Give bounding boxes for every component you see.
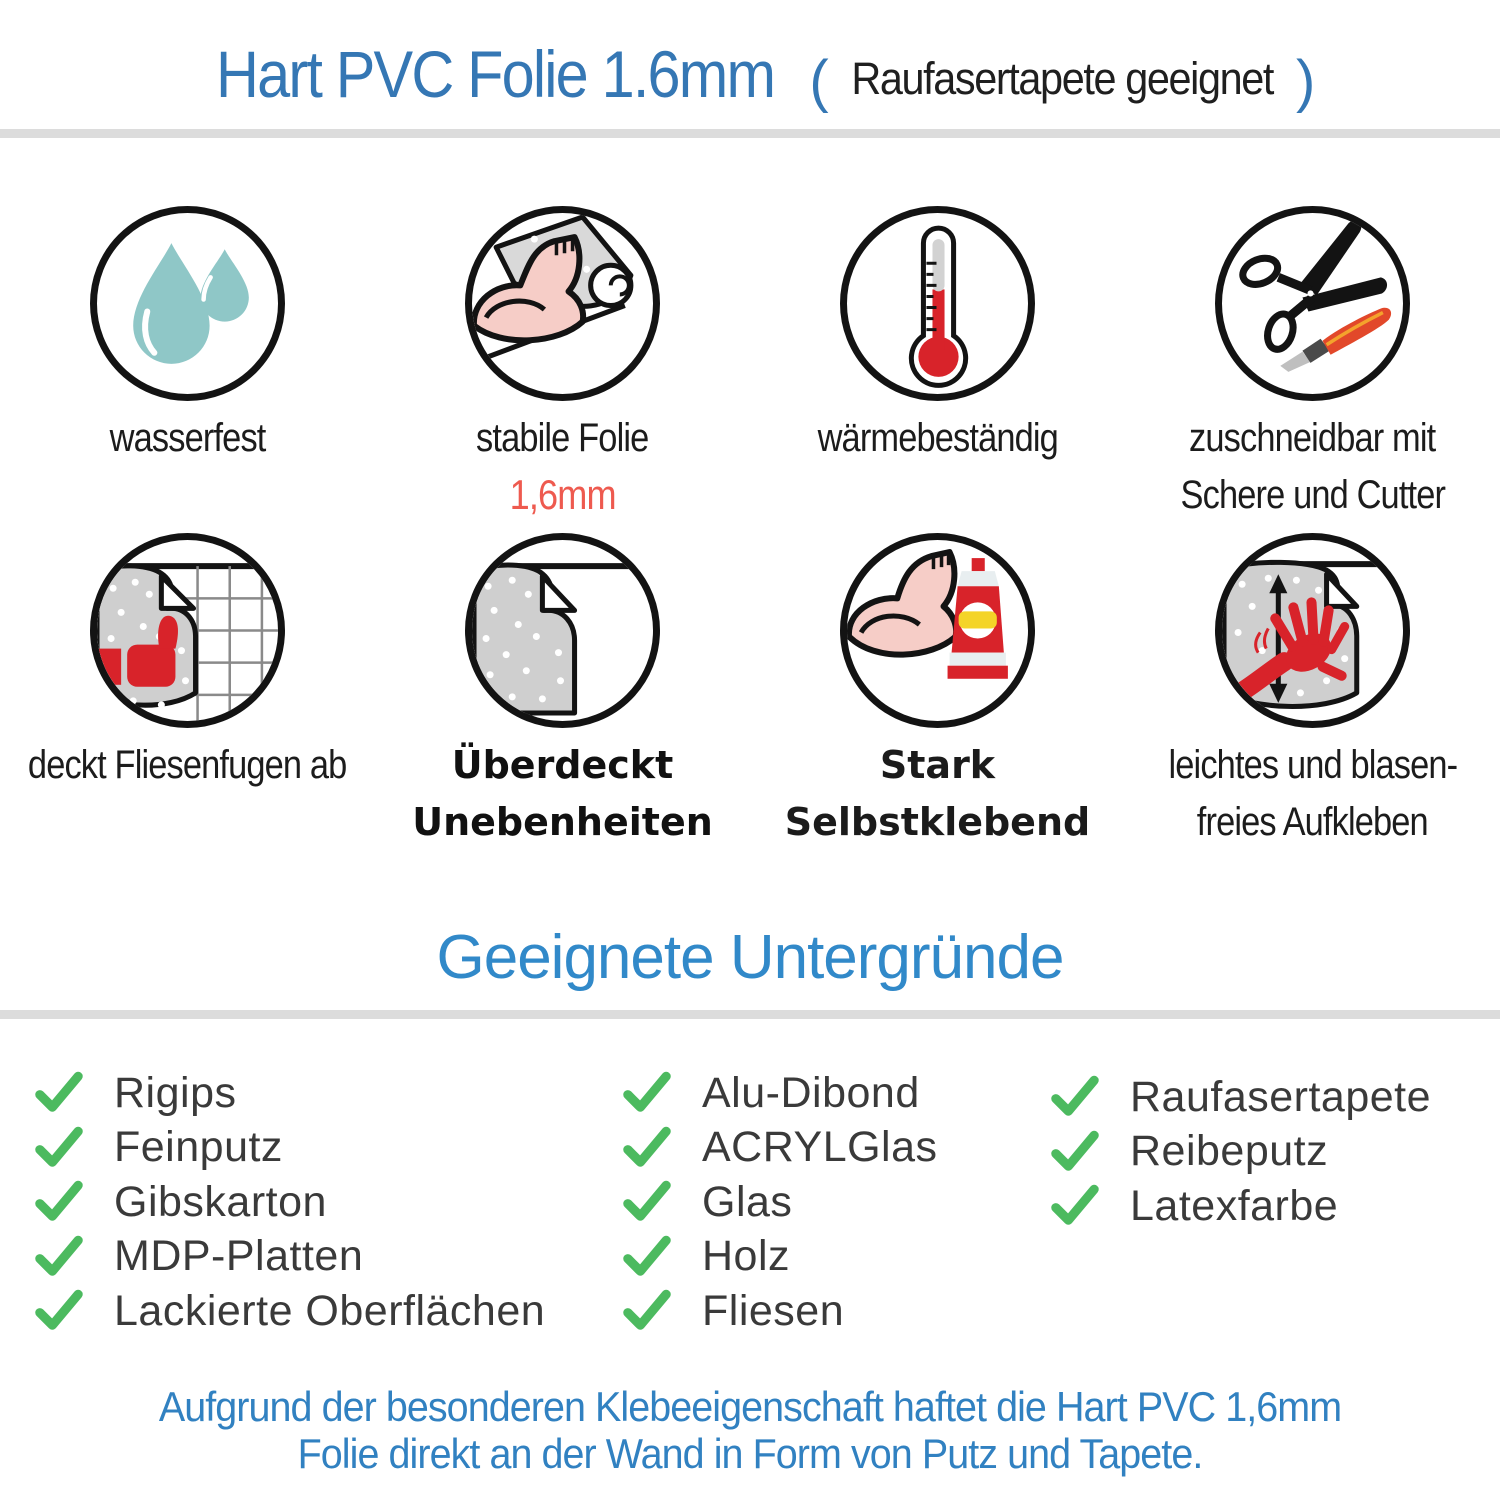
foil-fold-icon [465, 533, 660, 728]
surface-label: Holz [702, 1232, 791, 1281]
check-icon [1046, 1127, 1104, 1177]
feature-wasserfest [0, 206, 375, 529]
feature-blasenfrei [1125, 533, 1500, 855]
surface-label: MDP-Platten [114, 1232, 364, 1281]
feature-highlight: 1,6mm [509, 471, 616, 518]
muscle-glue-tube-icon [840, 533, 1035, 728]
surface-label: Raufasertapete [1130, 1072, 1432, 1121]
check-icon [618, 1068, 676, 1118]
muscle-foil-roll-icon [465, 206, 660, 401]
feature-selbstklebend [750, 533, 1125, 855]
feature-label: leichtes und blasen- [1168, 743, 1457, 787]
check-icon [618, 1286, 676, 1336]
footer-line-2: Folie direkt an der Wand in Form von Putz und Tapete. [297, 1430, 1203, 1477]
feature-stabile-folie [375, 206, 750, 529]
feature-unebenheiten [375, 533, 750, 855]
list-item [30, 1175, 545, 1230]
list-item [618, 1230, 938, 1285]
footer-note [0, 1383, 1500, 1477]
feature-label: Überdeckt [451, 743, 674, 787]
water-drops-icon [90, 206, 285, 401]
feature-label: deckt Fliesenfugen ab [28, 743, 347, 787]
feature-label: wärmebeständig [817, 416, 1058, 460]
features-row-1 [0, 206, 1500, 529]
check-icon [30, 1232, 88, 1282]
surfaces-column-2 [618, 1066, 938, 1339]
surface-label: Reibeputz [1130, 1127, 1329, 1176]
title-subtitle: Raufasertapete geeignet [851, 53, 1274, 104]
footer-line-1: Aufgrund der besonderen Klebeeigenschaft haftet die Hart PVC 1,6mm [158, 1383, 1342, 1430]
hand-smoothing-foil-icon [1215, 533, 1410, 728]
check-icon [30, 1177, 88, 1227]
title-paren-close: ) [1295, 49, 1316, 114]
surface-label: Alu-Dibond [702, 1068, 920, 1117]
list-item [618, 1175, 938, 1230]
feature-label: wasserfest [109, 416, 266, 460]
surfaces-heading: Geeignete Untergründe [436, 923, 1064, 992]
thermometer-icon [840, 206, 1035, 401]
list-item [30, 1284, 545, 1339]
feature-label-2: freies Aufkleben [1196, 800, 1429, 844]
divider-top [0, 129, 1500, 138]
check-icon [618, 1123, 676, 1173]
feature-label: Stark [879, 743, 996, 787]
surface-label: Lackierte Oberflächen [114, 1286, 546, 1335]
list-item [30, 1066, 545, 1121]
surfaces-column-1 [30, 1066, 545, 1339]
surface-label: ACRYLGlas [702, 1123, 938, 1172]
title-main: Hart PVC Folie 1.6mm [215, 37, 774, 111]
feature-label-2: Unebenheiten [412, 800, 713, 844]
surfaces-column-3 [1046, 1070, 1431, 1234]
surface-label: Feinputz [114, 1123, 283, 1172]
list-item [618, 1121, 938, 1176]
check-icon [618, 1232, 676, 1282]
divider-surfaces [0, 1010, 1500, 1019]
feature-label-2: Schere und Cutter [1180, 473, 1445, 517]
list-item [30, 1230, 545, 1285]
feature-label-2: Selbstklebend [784, 800, 1091, 844]
check-icon [1046, 1181, 1104, 1231]
check-icon [30, 1286, 88, 1336]
scissors-cutter-icon [1215, 206, 1410, 401]
feature-label: zuschneidbar mit [1189, 416, 1436, 460]
feature-fliesenfugen [0, 533, 375, 855]
tile-grout-thumb-icon [90, 533, 285, 728]
feature-zuschneidbar [1125, 206, 1500, 529]
list-item [1046, 1070, 1431, 1125]
surface-label: Gibskarton [114, 1177, 327, 1226]
check-icon [30, 1068, 88, 1118]
list-item [1046, 1125, 1431, 1180]
list-item [618, 1284, 938, 1339]
check-icon [618, 1177, 676, 1227]
feature-label: stabile Folie [476, 416, 649, 460]
surface-label: Fliesen [702, 1286, 845, 1335]
surface-label: Latexfarbe [1130, 1181, 1339, 1230]
list-item [30, 1121, 545, 1176]
check-icon [1046, 1072, 1104, 1122]
features-row-2 [0, 533, 1500, 855]
list-item [618, 1066, 938, 1121]
check-icon [30, 1123, 88, 1173]
list-item [1046, 1179, 1431, 1234]
surface-label: Glas [702, 1177, 793, 1226]
surface-label: Rigips [114, 1068, 237, 1117]
page-title [0, 36, 1500, 115]
feature-waermebestaendig [750, 206, 1125, 529]
title-paren-open: ( [809, 49, 829, 114]
